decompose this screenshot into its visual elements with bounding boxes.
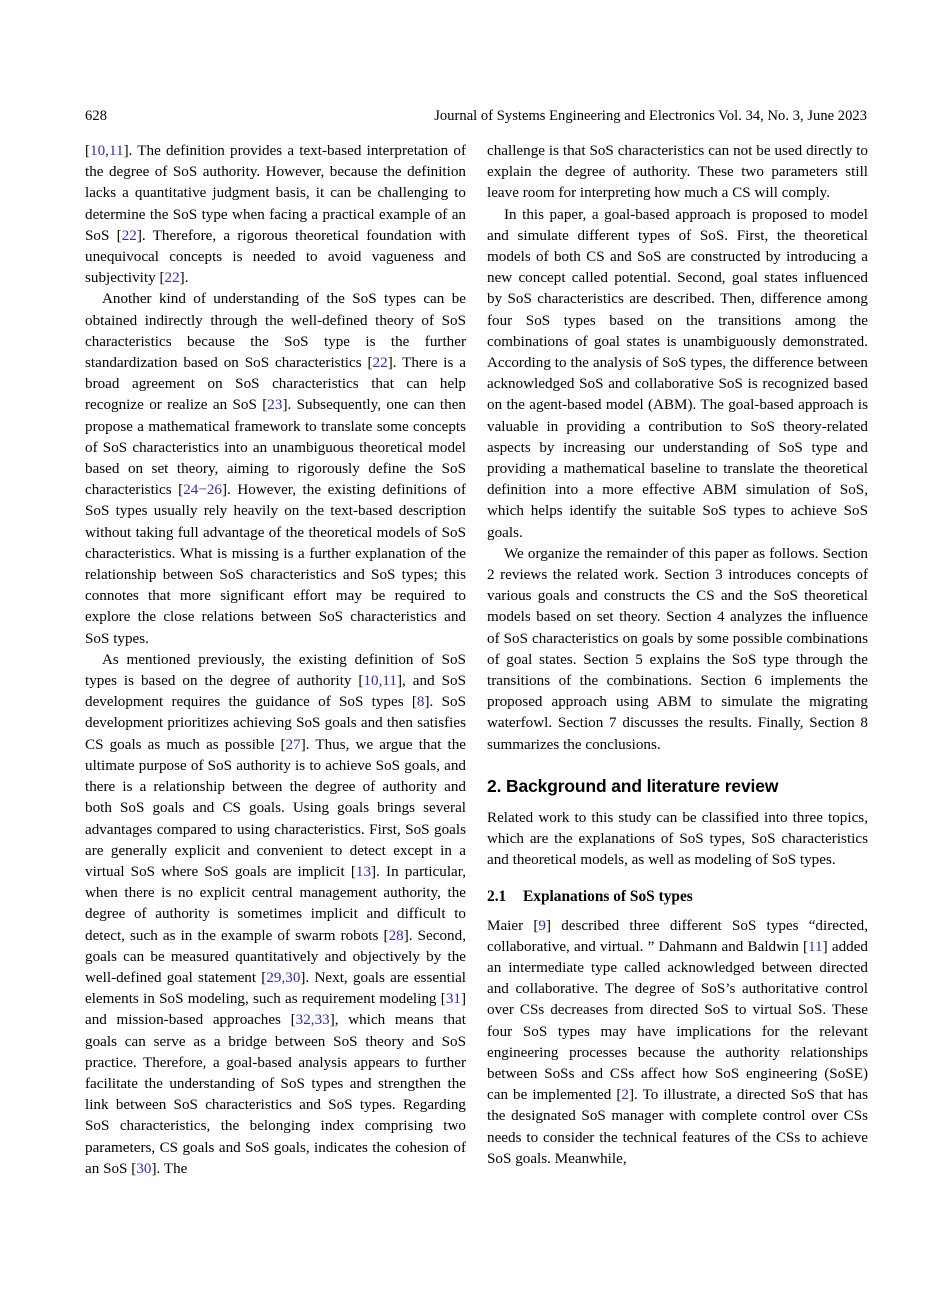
running-head: [85, 108, 867, 125]
citation-reference[interactable]: 28: [388, 927, 404, 944]
par-maier: Maier [9] described three different SoS types “directed, collaborative, and virtual. ” Dahmann and Baldwin [11] added an intermediate type called acknowledged between directed and collaborative. The degree of SoS’s authoritative control over CSs decreases from directed SoS to virtual SoS. These four SoS types may have implications for the relevant engineering processes because the authority relationships between SoSs and CSs affect how SoS engineering (SoSE) can be implemented [2]. To illustrate, a directed SoS that has the designated SoS manager with complete control over CSs needs to consider the technical features of the CSs to achieve SoS goals. Meanwhile,: [487, 917, 868, 1167]
citation-reference[interactable]: 23: [267, 397, 283, 414]
subsection-title: Explanations of SoS types: [523, 887, 693, 905]
citation-reference[interactable]: 30: [136, 1160, 152, 1177]
citation-reference[interactable]: 31: [445, 991, 461, 1008]
citation-reference[interactable]: 22: [121, 227, 137, 244]
citation-reference[interactable]: 10,11: [363, 673, 397, 690]
citation-reference[interactable]: 8: [416, 694, 425, 711]
citation-reference[interactable]: 32,33: [295, 1012, 330, 1029]
page-number: 628: [85, 108, 108, 124]
subsection-heading: [487, 872, 868, 916]
two-column-body: [85, 141, 867, 1261]
citation-reference[interactable]: 11: [808, 938, 823, 955]
citation-reference[interactable]: 13: [355, 863, 372, 880]
citation-reference[interactable]: 2: [621, 1087, 629, 1104]
citation-reference[interactable]: 10,11: [90, 143, 124, 159]
par-as-mentioned: As mentioned previously, the existing definition of SoS types is based on the degree of authority [10,11], and SoS development requires the guidance of SoS types [8]. SoS development prioritizes achieving SoS goals and then satisfies CS goals as much as possible [27]. Thus, we argue that the ultimate purpose of SoS authority is to achieve SoS goals, and there is a relationship between the degree of authority and both SoS goals and CS goals. Using goals brings several advantages compared to using characteristics. First, SoS goals are generally explicit and convenient to detect except in a virtual SoS where SoS goals are implicit [13]. In particular, when there is no explicit central management authority, the degree of authority is sometimes implicit and difficult to detect, such as in the example of swarm robots [28]. Second, goals can be measured quantitatively and objectively by the well-defined goal statement [29,30]. Next, goals are essential elements in SoS modeling, such as requirement modeling [31] and mission-based approaches [32,33], which means that goals can serve as a bridge between SoS theory and SoS practice. Therefore, a goal-based analysis appears to further facilitate the understanding of SoS types and strengthen the link between SoS characteristics and SoS types. Regarding SoS characteristics, the belonging index comprising two parameters, CS goals and SoS goals, indicates the cohesion of an SoS [30]. The: [85, 651, 467, 1177]
citation-reference[interactable]: 24−26: [183, 482, 223, 499]
par-in-this-paper: In this paper, a goal-based approach is proposed to model and simulate different types of SoS. First, the theoretical models of both CS and SoS are constructed by introducing a new concept called potential. Second, goal states influenced by SoS characteristics are described. Then, difference among four SoS types based on the transitions among the combinations of goal states is unambiguously demonstrated. According to the analysis of SoS types, the difference between acknowledged SoS and collaborative SoS is recognized based on the agent-based model (ABM). The goal-based approach is valuable in providing a contribution to SoS theory-related aspects by increasing our understanding of SoS type and providing a mathematical baseline to translate the theoretical definition into a more effective ABM simulation of SoS, which helps identify the suitable SoS types to achieve SoS goals.: [487, 206, 868, 541]
subsection-number: 2.1: [487, 887, 507, 905]
left-column: [85, 141, 466, 1261]
par-related-work: Related work to this study can be classified into three topics, which are the explanations of SoS types, SoS characteristics and theoretical models, as well as modeling of SoS types.: [487, 809, 868, 869]
citation-reference[interactable]: 22: [164, 270, 180, 287]
par-challenge: challenge is that SoS characteristics can not be used directly to explain the degree of authority. These two parameters still leave room for interpreting how much a CS will comply.: [487, 143, 868, 202]
par-organization: We organize the remainder of this paper as follows. Section 2 reviews the related work. Section 3 introduces concepts of various goals and constructs the CS and the SoS theoretical models based on set theory. Section 4 analyzes the influence of SoS characteristics on goals by some possible combinations of goal states. Section 5 explains the SoS type through the transitions of the combinations. Section 6 implements the proposed approach using ABM to simulate the migrating waterfowl. Section 7 discusses the results. Finally, Section 8 summarizes the conclusions.: [487, 545, 868, 753]
citation-reference[interactable]: 22: [372, 355, 388, 372]
par-definition: [10,11]. The definition provides a text-based interpretation of the degree of SoS authority. However, because the definition lacks a quantitative judgment basis, it can be challenging to determine the SoS type when facing a practical example of an SoS [22]. Therefore, a rigorous theoretical foundation with unequivocal concepts is needed to avoid vagueness and subjectivity [22].: [85, 143, 466, 287]
citation-reference[interactable]: 9: [538, 917, 546, 934]
citation-reference[interactable]: 27: [285, 736, 301, 753]
par-another-kind: Another kind of understanding of the SoS types can be obtained indirectly through the well-defined theory of SoS characteristics because the SoS type is the further standardization based on SoS characteristics [22]. There is a broad agreement on SoS characteristics that can help recognize or realize an SoS [23]. Subsequently, one can then propose a mathematical framework to translate some concepts of SoS characteristics into an unambiguous theoretical model based on set theory, aiming to rigorously define the SoS characteristics [24−26]. However, the existing definitions of SoS types usually rely heavily on the text-based description without taking full advantage of the theoretical models of SoS characteristics. What is missing is a further explanation of the relationship between SoS characteristics and SoS types; this connotes that more significant effort may be required to explore the close relations between SoS characteristics and SoS types.: [85, 291, 467, 647]
section-heading: 2. Background and literature review: [487, 775, 779, 796]
right-column: [487, 141, 868, 1261]
citation-reference[interactable]: 29,30: [266, 969, 301, 986]
journal-citation-line: Journal of Systems Engineering and Electronics Vol. 34, No. 3, June 2023: [434, 108, 867, 124]
